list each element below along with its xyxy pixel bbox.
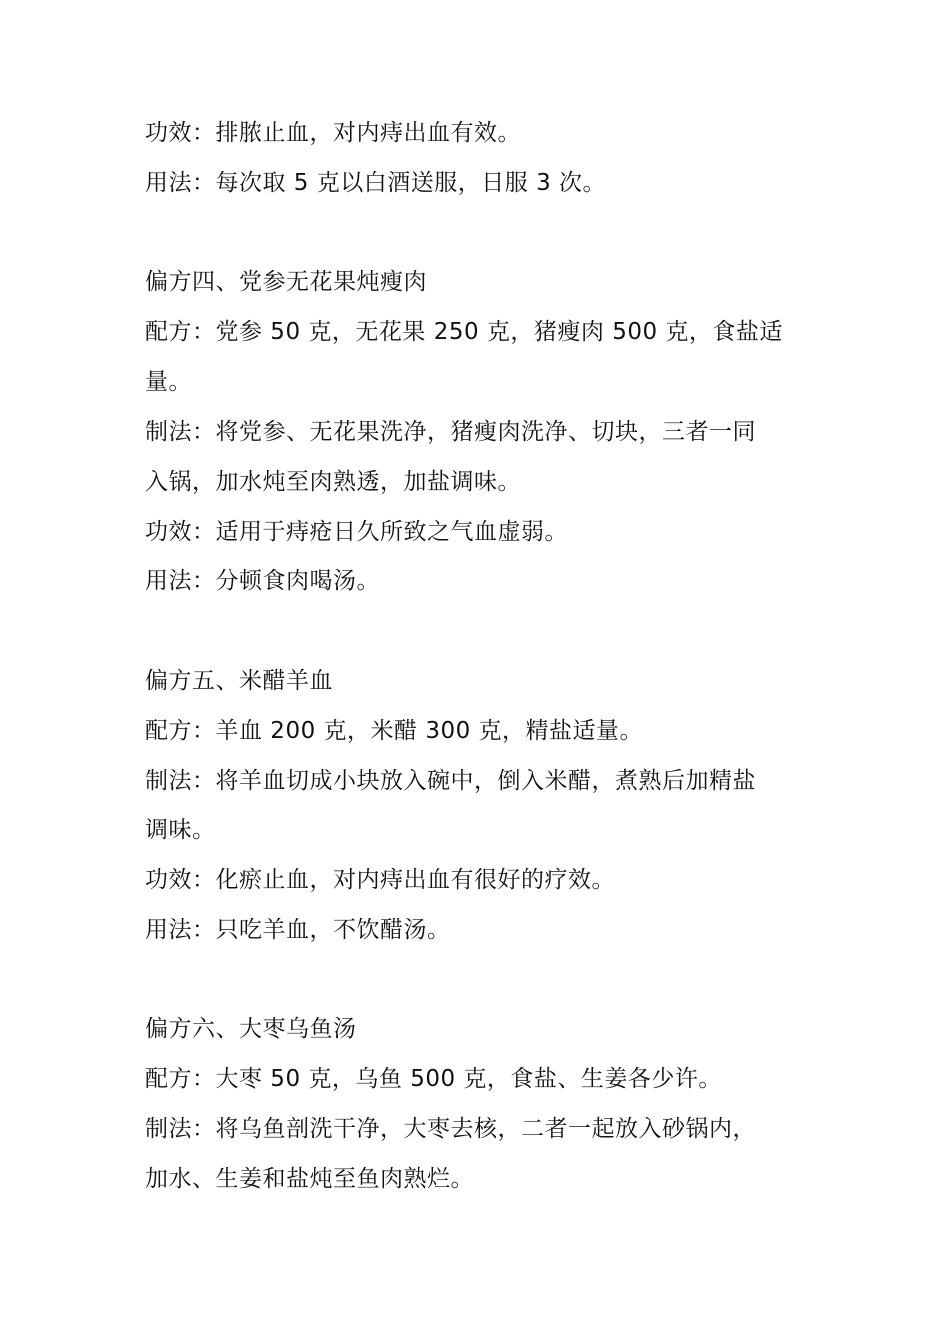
text-line: 用法：分顿食肉喝汤。 (145, 568, 380, 594)
text-line: 配方：羊血 200 克，米醋 300 克，精盐适量。 (145, 718, 644, 744)
section-heading: 偏方六、大枣乌鱼汤 (145, 1016, 357, 1042)
text-line: 调味。 (145, 817, 216, 843)
text-line: 制法：将羊血切成小块放入碗中，倒入米醋，煮熟后加精盐 (145, 768, 756, 794)
text-line: 入锅，加水炖至肉熟透，加盐调味。 (145, 469, 521, 495)
text-line: 配方：党参 50 克，无花果 250 克，猪瘦肉 500 克，食盐适 (145, 319, 783, 345)
text-line: 用法：每次取 5 克以白酒送服，日服 3 次。 (145, 170, 607, 196)
section-heading: 偏方五、米醋羊血 (145, 668, 333, 694)
section-heading: 偏方四、党参无花果炖瘦肉 (145, 269, 427, 295)
text-line: 功效：排脓止血，对内痔出血有效。 (145, 120, 521, 146)
text-line: 制法：将乌鱼剖洗干净，大枣去核，二者一起放入砂锅内， (145, 1116, 756, 1142)
text-line: 用法：只吃羊血，不饮醋汤。 (145, 917, 451, 943)
text-line: 量。 (145, 369, 192, 395)
text-line: 功效：适用于痔疮日久所致之气血虚弱。 (145, 519, 568, 545)
text-line: 功效：化瘀止血，对内痔出血有很好的疗效。 (145, 867, 615, 893)
text-line: 配方：大枣 50 克，乌鱼 500 克，食盐、生姜各少许。 (145, 1066, 722, 1092)
text-line: 制法：将党参、无花果洗净，猪瘦肉洗净、切块，三者一同 (145, 419, 756, 445)
text-line: 加水、生姜和盐炖至鱼肉熟烂。 (145, 1166, 474, 1192)
